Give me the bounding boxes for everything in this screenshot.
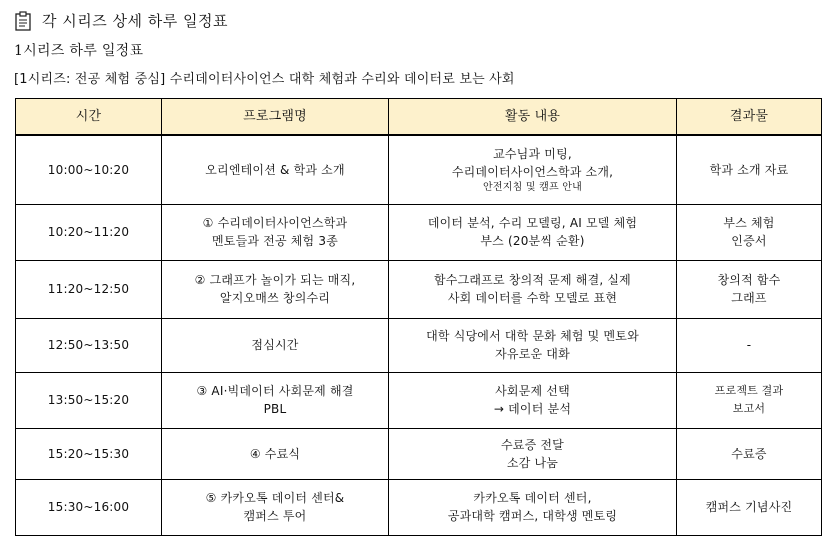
header-time: 시간 (16, 99, 162, 136)
subheading: 1시리즈 하루 일정표 (14, 43, 144, 59)
table-row (16, 260, 822, 318)
table-row (16, 135, 822, 204)
schedule-table (15, 98, 822, 536)
activity-cell: 대학 식당에서 대학 문화 체험 및 멘토와 자유로운 대화 (389, 318, 677, 372)
program-cell: ⑤ 카카오톡 데이터 센터& 캠퍼스 투어 (162, 479, 389, 535)
header-result: 결과물 (677, 99, 822, 136)
table-row (16, 428, 822, 479)
clipboard-icon (14, 11, 32, 31)
activity-cell: 데이터 분석, 수리 모델링, AI 모델 체험 부스 (20분씩 순환) (389, 204, 677, 260)
program-cell: 점심시간 (162, 318, 389, 372)
header-program: 프로그램명 (162, 99, 389, 136)
program-cell: ① 수리데이터사이언스학과 멘토들과 전공 체험 3종 (162, 204, 389, 260)
time-cell: 10:20~11:20 (16, 204, 162, 260)
result-cell: 창의적 함수 그래프 (677, 260, 822, 318)
result-cell: 프로젝트 결과 보고서 (677, 372, 822, 428)
series-title: [1시리즈: 전공 체험 중심] 수리데이터사이언스 대학 체험과 수리와 데이터로 보는 사회 (14, 72, 515, 87)
time-cell: 11:20~12:50 (16, 260, 162, 318)
table-row (16, 204, 822, 260)
time-cell: 10:00~10:20 (16, 135, 162, 204)
table-row (16, 318, 822, 372)
activity-cell: 교수님과 미팅, 수리데이터사이언스학과 소개, 안전지침 및 캠프 안내 (389, 135, 677, 204)
program-cell: ② 그래프가 놀이가 되는 매직, 알지오매쓰 창의수리 (162, 260, 389, 318)
result-cell: - (677, 318, 822, 372)
time-cell: 15:20~15:30 (16, 428, 162, 479)
document-heading (14, 10, 228, 31)
program-cell: ③ AI·빅데이터 사회문제 해결 PBL (162, 372, 389, 428)
activity-cell: 함수그래프로 창의적 문제 해결, 실제 사회 데이터를 수학 모델로 표현 (389, 260, 677, 318)
time-cell: 15:30~16:00 (16, 479, 162, 535)
result-cell: 캠퍼스 기념사진 (677, 479, 822, 535)
program-cell: ④ 수료식 (162, 428, 389, 479)
table-row (16, 479, 822, 535)
result-cell: 부스 체험 인증서 (677, 204, 822, 260)
header-activity: 활동 내용 (389, 99, 677, 136)
time-cell: 13:50~15:20 (16, 372, 162, 428)
heading-text: 각 시리즈 상세 하루 일정표 (42, 12, 228, 30)
time-cell: 12:50~13:50 (16, 318, 162, 372)
activity-cell: 사회문제 선택 → 데이터 분석 (389, 372, 677, 428)
activity-cell: 수료증 전달 소감 나눔 (389, 428, 677, 479)
table-row (16, 372, 822, 428)
result-cell: 수료증 (677, 428, 822, 479)
result-cell: 학과 소개 자료 (677, 135, 822, 204)
activity-cell: 카카오톡 데이터 센터, 공과대학 캠퍼스, 대학생 멘토링 (389, 479, 677, 535)
table-header-row (16, 99, 822, 136)
program-cell: 오리엔테이션 & 학과 소개 (162, 135, 389, 204)
